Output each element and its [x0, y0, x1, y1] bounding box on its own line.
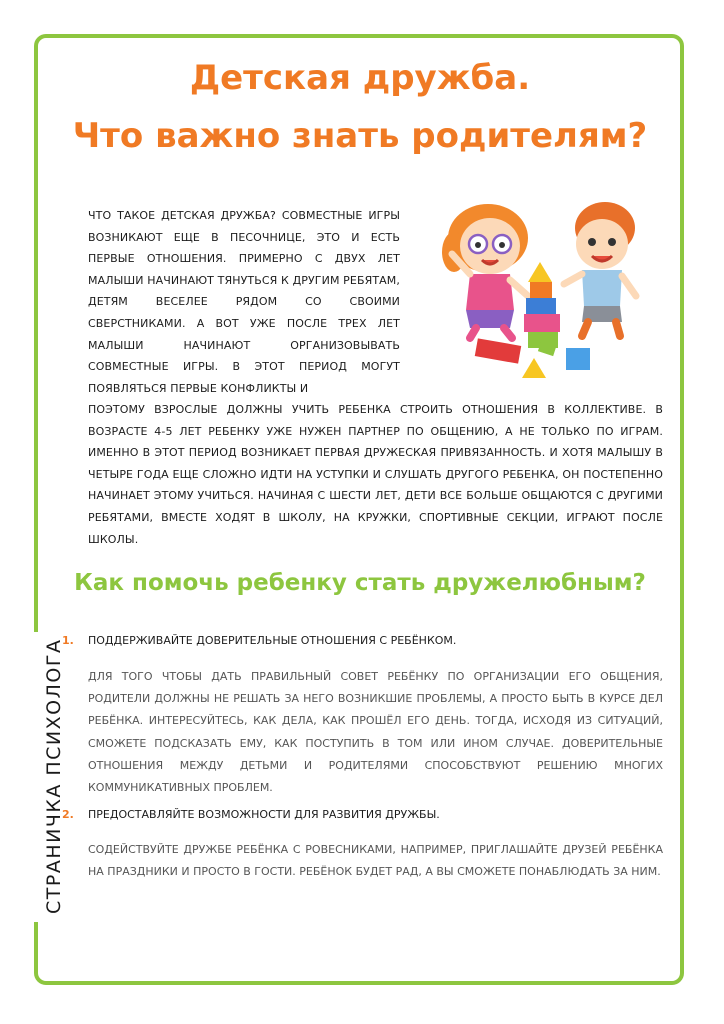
boy-figure — [564, 202, 636, 336]
children-playing-illustration — [430, 188, 650, 388]
page-title-line1: Детская дружба. — [189, 58, 531, 98]
side-label: СТРАНИЧКА ПСИХОЛОГА — [34, 632, 74, 922]
tip-1-heading: ПОДДЕРЖИВАЙТЕ ДОВЕРИТЕЛЬНЫЕ ОТНОШЕНИЯ С РЕБЁНКОМ. — [88, 634, 457, 647]
tip-2-heading: ПРЕДОСТАВЛЯЙТЕ ВОЗМОЖНОСТИ ДЛЯ РАЗВИТИЯ ДРУЖБЫ. — [88, 808, 440, 821]
intro-paragraph-1: ЧТО ТАКОЕ ДЕТСКАЯ ДРУЖБА? СОВМЕСТНЫЕ ИГРЫ ВОЗНИКАЮТ ЕЩЕ В ПЕСОЧНИЦЕ, ЭТО И ЕСТЬ ПЕРВЫЕ ОТНОШЕНИЯ. ПРИМЕРНО С ДВУХ ЛЕТ МАЛЫШИ НАЧИНАЮТ ТЯНУТЬСЯ К ДРУГИМ РЕБЯТАМ, ДЕТЯМ ВЕСЕЛЕЕ РЯДОМ СО СВОИМИ СВЕРСТНИКАМИ. А ВОТ УЖЕ ПОСЛЕ ТРЕХ ЛЕТ МАЛЫШИ НАЧИНАЮТ ОРГАНИЗОВЫВАТЬ СОВМЕСТНЫЕ ИГРЫ. В ЭТОТ ПЕРИОД МОГУТ ПОЯВЛЯТЬСЯ ПЕРВЫЕ КОНФЛИКТЫ И — [88, 209, 400, 395]
section-subtitle: Как помочь ребенку стать дружелюбным? — [74, 570, 646, 596]
tip-2-number: 2. — [62, 808, 74, 821]
tip-1-text: ДЛЯ ТОГО ЧТОБЫ ДАТЬ ПРАВИЛЬНЫЙ СОВЕТ РЕБЁНКУ ПО ОРГАНИЗАЦИИ ЕГО ОБЩЕНИЯ, РОДИТЕЛИ ДОЛЖНЫ НЕ РЕШАТЬ ЗА НЕГО ВОЗНИКШИЕ ПРОБЛЕМЫ, А ПРОСТО БЫТЬ В КУРСЕ ДЕЛ РЕБЁНКА. ИНТЕРЕСУЙТЕСЬ, КАК ДЕЛА, КАК ПРОШЁЛ ЕГО ДЕНЬ. ТОГДА, ИСХОДЯ ИЗ СИТУАЦИЙ, СМОЖЕТЕ ПОДСКАЗАТЬ ЕМУ, КАК ПОСТУПИТЬ В ТОМ ИЛИ ИНОМ СЛУЧАЕ. ДОВЕРИТЕЛЬНЫЕ ОТНОШЕНИЯ МЕЖДУ ДЕТЬМИ И РОДИТЕЛЯМИ СПОСОБСТВУЮТ РЕШЕНИЮ МНОГИХ КОММУНИКАТИВНЫХ ПРОБЛЕМ. — [88, 670, 663, 795]
girl-figure — [442, 204, 528, 338]
page-title-line2: Что важно знать родителям? — [72, 116, 648, 156]
intro-paragraph-2: ПОЭТОМУ ВЗРОСЛЫЕ ДОЛЖНЫ УЧИТЬ РЕБЕНКА СТРОИТЬ ОТНОШЕНИЯ В КОЛЛЕКТИВЕ. В ВОЗРАСТЕ 4-5 ЛЕТ РЕБЕНКУ УЖЕ НУЖЕН ПАРТНЕР ПО ОБЩЕНИЮ, А НЕ ТОЛЬКО ПО ИГРАМ. ИМЕННО В ЭТОТ ПЕРИОД ВОЗНИКАЕТ ПЕРВАЯ ДРУЖЕСКАЯ ПРИВЯЗАННОСТЬ. И ХОТЯ МАЛЫШУ В ЧЕТЫРЕ ГОДА ЕЩЕ СЛОЖНО ИДТИ НА УСТУПКИ И СЛУШАТЬ ДРУГОГО РЕБЕНКА, ОН ПОСТЕПЕННО НАЧИНАЕТ ЭТОМУ УЧИТЬСЯ. НАЧИНАЯ С ШЕСТИ ЛЕТ, ДЕТИ ВСЕ БОЛЬШЕ ОБЩАЮТСЯ С ДРУГИМИ РЕБЯТАМИ, ВМЕСТЕ ХОДЯТ В ШКОЛУ, НА КРУЖКИ, СПОРТИВНЫЕ СЕКЦИИ, ИГРАЮТ ПОСЛЕ ШКОЛЫ. — [88, 403, 663, 546]
tip-1-number: 1. — [62, 634, 74, 647]
tip-2-text: СОДЕЙСТВУЙТЕ ДРУЖБЕ РЕБЁНКА С РОВЕСНИКАМИ, НАПРИМЕР, ПРИГЛАШАЙТЕ ДРУЗЕЙ РЕБЁНКА НА ПРАЗДНИКИ И ПРОСТО В ГОСТИ. РЕБЁНОК БУДЕТ РАД, А ВЫ СМОЖЕТЕ ПОНАБЛЮДАТЬ ЗА НИМ. — [88, 843, 663, 879]
